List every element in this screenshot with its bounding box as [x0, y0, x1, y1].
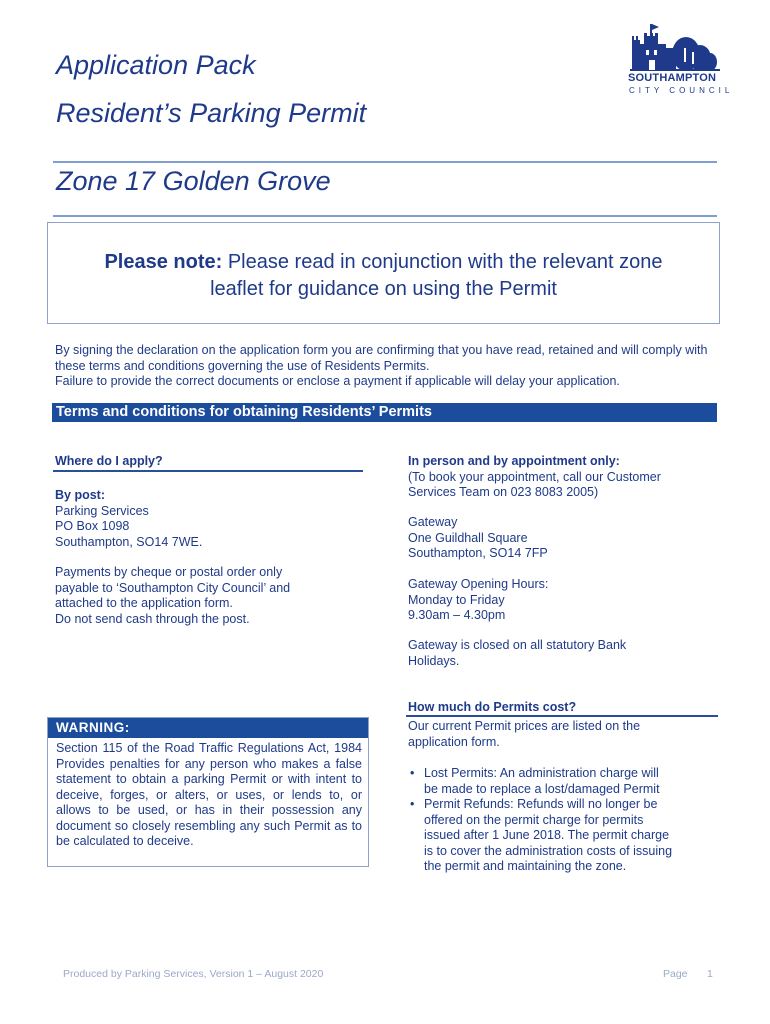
heading-underline: [53, 470, 363, 472]
hours-line: Monday to Friday: [408, 592, 505, 607]
list-item: [408, 797, 720, 875]
footer-produced-by: Produced by Parking Services, Version 1 – August 2020: [63, 968, 324, 980]
by-post-block: [55, 488, 365, 550]
cost-text-block: [408, 719, 720, 750]
please-note-text: [48, 249, 719, 303]
opening-hours-block: [408, 577, 720, 624]
zone-title: Zone 17 Golden Grove: [56, 166, 331, 196]
booking-line: (To book your appointment, call our Customer: [408, 469, 661, 484]
by-post-heading: By post:: [55, 488, 105, 502]
intro-paragraph: By signing the declaration on the application form you are confirming that you have read, retained and will comply with these terms and conditions governing the use of Residents Permits.: [55, 343, 708, 373]
bullet-line: Lost Permits: An administration charge will: [424, 766, 659, 780]
divider: [53, 161, 717, 163]
bullet-line: offered on the permit charge for permits: [424, 812, 644, 827]
address-line: Southampton, SO14 7WE.: [55, 534, 203, 549]
warning-body: Section 115 of the Road Traffic Regulations Act, 1984 Provides penalties for any person who makes a false statement to obtain a parking Permit or with intent to deceive, forges, or alters, or uses, or lends to, or allows to be used, or has in their possession any document so closely resembling any such Permit as to be calculated to deceive.: [56, 741, 362, 848]
please-note-line2: leaflet for guidance on using the Permit: [210, 278, 557, 300]
divider: [53, 215, 717, 217]
booking-line: Services Team on 023 8083 2005): [408, 485, 599, 499]
gateway-address-block: [408, 515, 720, 562]
warning-heading: WARNING:: [48, 718, 368, 738]
bullet-line: issued after 1 June 2018. The permit charge: [424, 828, 670, 842]
please-note-box: [47, 222, 720, 324]
hours-line: 9.30am – 4.30pm: [408, 608, 506, 622]
list-item: [408, 766, 720, 797]
closed-line: Gateway is closed on all statutory Bank: [408, 638, 627, 652]
payments-line: Payments by cheque or postal order only: [55, 565, 283, 579]
warning-box: [47, 717, 369, 867]
cost-heading-block: [408, 700, 720, 716]
address-line: Parking Services: [55, 503, 149, 518]
bullet-line: is to cover the administration costs of issuing: [424, 843, 673, 858]
footer-page-number: 1: [707, 968, 713, 980]
please-note-line1: Please read in conjunction with the relevant zone: [222, 251, 663, 273]
cost-bullets: [408, 766, 720, 875]
payments-line: Do not send cash through the post.: [55, 611, 250, 626]
intro-paragraph: Failure to provide the correct documents or enclose a payment if applicable will delay your application.: [55, 374, 620, 388]
cost-text-line: Our current Permit prices are listed on the: [408, 719, 641, 733]
title-application-pack: Application Pack: [56, 50, 256, 80]
cost-text-line: application form.: [408, 734, 500, 749]
bullet-line: the permit and maintaining the zone.: [424, 859, 627, 873]
cost-heading: How much do Permits cost?: [408, 700, 577, 714]
logo-name: SOUTHAMPTON: [628, 72, 717, 84]
where-heading-block: [55, 454, 365, 470]
gateway-line: Gateway: [408, 515, 458, 529]
gateway-line: Southampton, SO14 7FP: [408, 546, 548, 560]
intro-text: [55, 343, 715, 390]
in-person-heading: In person and by appointment only:: [408, 454, 620, 468]
please-note-label: Please note:: [104, 251, 223, 273]
hours-line: Gateway Opening Hours:: [408, 577, 549, 591]
gateway-line: One Guildhall Square: [408, 530, 528, 545]
payments-line: attached to the application form.: [55, 596, 233, 610]
logo-subtitle: CITY COUNCIL: [629, 86, 734, 95]
address-line: PO Box 1098: [55, 519, 130, 533]
closed-line: Holidays.: [408, 653, 460, 668]
payments-block: [55, 565, 365, 627]
bullet-line: Permit Refunds: Refunds will no longer be: [424, 797, 658, 811]
heading-underline: [406, 715, 718, 717]
section-banner: Terms and conditions for obtaining Residents’ Permits: [52, 403, 717, 422]
title-residents-parking-permit: Resident’s Parking Permit: [56, 98, 367, 128]
footer-page-label: Page: [663, 968, 688, 980]
payments-line: payable to ‘Southampton City Council’ and: [55, 580, 291, 595]
bank-holidays-block: [408, 638, 720, 669]
in-person-block: [408, 454, 720, 501]
bullet-line: be made to replace a lost/damaged Permit: [424, 781, 660, 796]
where-heading: Where do I apply?: [55, 454, 163, 468]
